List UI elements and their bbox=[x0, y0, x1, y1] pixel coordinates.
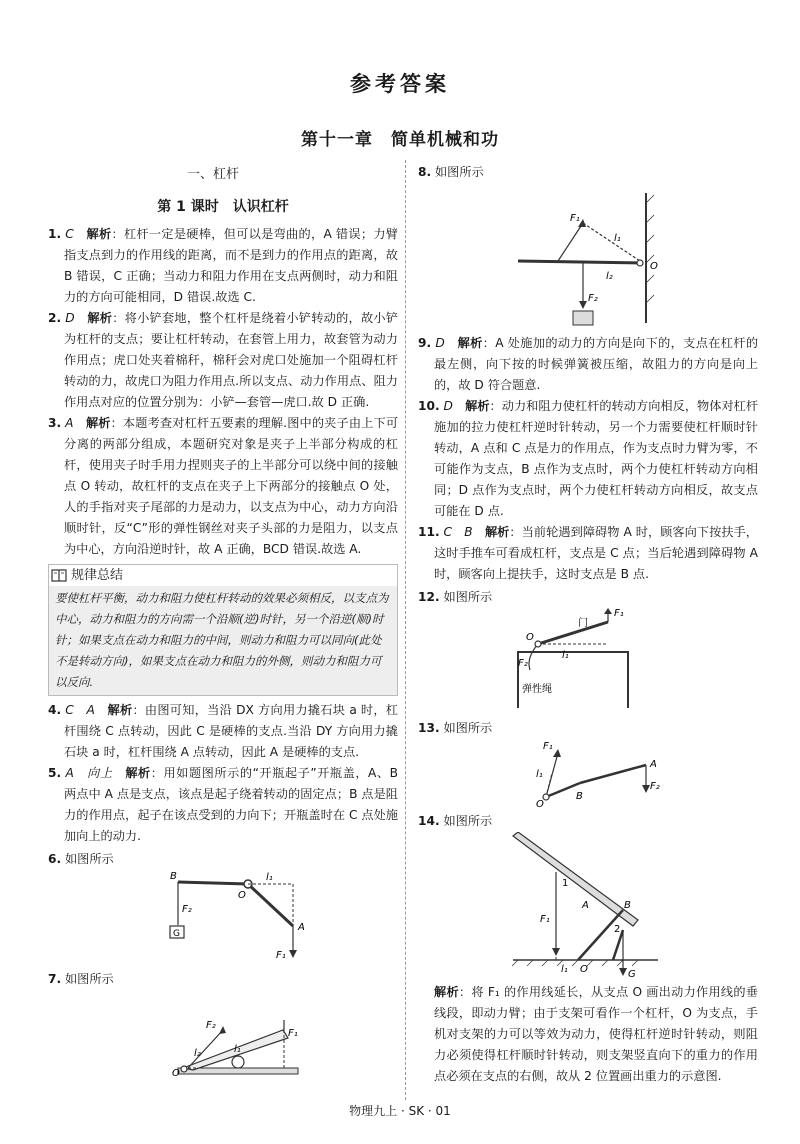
label-F1: F₁ bbox=[570, 213, 580, 224]
figure-12-lever-diagram bbox=[418, 608, 758, 716]
label-rope: 弹性绳 bbox=[522, 684, 552, 695]
label-O: O bbox=[238, 890, 246, 901]
figure-6-lever-diagram bbox=[48, 870, 398, 965]
label-F2: F₂ bbox=[650, 781, 660, 792]
page-footer: 物理九上 · SK · 01 bbox=[349, 1104, 451, 1118]
summary-box bbox=[48, 564, 398, 696]
label-F2: F₂ bbox=[206, 1020, 216, 1031]
summary-title: 规律总结 bbox=[49, 565, 397, 586]
label-door: 门 bbox=[578, 618, 588, 629]
label-A: A bbox=[582, 900, 589, 911]
lesson-heading: 第 1 课时 认识杠杆 bbox=[157, 199, 289, 215]
label-G: G bbox=[173, 929, 180, 939]
label-F2: F₂ bbox=[588, 293, 598, 304]
answer-item-1: 1. C 解析：杠杆一定是硬棒，但可以是弯曲的，A 错误；力臂指支点到力的作用线的距离，而不是到力的作用点的距离，故 B 错误，C 正确；当动力和阻力作用在支点两侧时，动力和阻力的方向可能相同，D 错误.故选 C. bbox=[48, 227, 398, 304]
book-icon bbox=[51, 569, 67, 582]
figure-8-lever-diagram bbox=[418, 183, 758, 333]
answer-item-2: 2. D 解析：将小铲套地，整个杠杆是绕着小铲转动的，故小铲为杠杆的支点；要让杠杆转动，在套管上用力，故套管为动力作用点；虎口处夹着棉秆，棉秆会对虎口处施加一个阻碍杠杆转动的力，故虎口为阻力作用点.所以支点、动力作用点、阻力作用点对应的位置分别为：小铲—套管—虎口.故 D 正确. bbox=[48, 311, 399, 409]
label-l2: l₂ bbox=[194, 1048, 201, 1059]
label-l1: l₁ bbox=[234, 1044, 241, 1055]
label-n2: 2 bbox=[614, 924, 621, 935]
label-l1: l₁ bbox=[614, 233, 621, 244]
right-column bbox=[418, 160, 758, 1087]
label-B: B bbox=[576, 791, 583, 802]
label-F2: F₂ bbox=[518, 658, 528, 669]
figure-13-lever-diagram bbox=[418, 739, 758, 809]
label-F1: F₁ bbox=[288, 1028, 298, 1039]
label-F1: F₁ bbox=[540, 914, 550, 925]
label-F2: F₂ bbox=[182, 904, 192, 915]
figure-7-lever-diagram bbox=[48, 990, 398, 1090]
answer-item-14: 14. 如图所示 bbox=[418, 814, 493, 828]
label-O: O bbox=[172, 1068, 180, 1079]
answer-item-9: 9. D 解析：A 处施加的动力的方向是向下的，支点在杠杆的最左侧，向下按的时候弹簧被压缩，故阻力的方向是向上的，故 D 符合题意. bbox=[418, 336, 759, 392]
answer-item-4: 4. C A 解析：由图可知，当沿 DX 方向用力撬石块 a 时，杠杆围绕 C 点转动，因此 C 是硬棒的支点.当沿 DY 方向用力撬石块 a 时，杠杆围绕 A 点转动，因此 A 是硬棒的支点. bbox=[48, 703, 399, 759]
answer-item-8: 8. 如图所示 bbox=[418, 165, 484, 179]
summary-body: 要使杠杆平衡，动力和阻力使杠杆转动的效果必须相反，以支点为中心，动力和阻力的方向需一个沿顺(逆)时针，另一个沿逆(顺)时针；如果支点在动力和阻力的中间，则动力和阻力可以同向(此处不是转动方向)，如果支点在动力和阻力的外侧，则动力和阻力可以反向. bbox=[55, 591, 389, 689]
label-l1: l₁ bbox=[561, 964, 568, 975]
label-l1: l₁ bbox=[536, 769, 543, 780]
label-B: B bbox=[170, 871, 177, 882]
label-B: B bbox=[624, 900, 631, 911]
chapter-title: 第十一章 简单机械和功 bbox=[301, 130, 499, 150]
answer-item-11: 11. C B 解析：当前轮遇到障碍物 A 时，顾客向下按扶手，这时手推车可看成杠杆，支点是 C 点；当后轮遇到障碍物 A 时，顾客向上提扶手，这时支点是 B 点. bbox=[418, 525, 758, 581]
column-divider bbox=[405, 160, 406, 1100]
answer-item-12: 12. 如图所示 bbox=[418, 590, 493, 604]
label-O: O bbox=[580, 964, 588, 975]
label-O: O bbox=[536, 799, 544, 809]
answer-item-3: 3. A 解析：本题考查对杠杆五要素的理解.图中的夹子由上下可分离的两部分组成，本题研究对象是夹子上半部分构成的杠杆，使用夹子时手用力捏则夹子的上半部分可以绕中间的接触点 O 转动，故杠杆的支点在夹子上下两部分的接触点 O 处，人的手指对夹子尾部的力是动力，以支点为中心，动力方向沿顺时针，反“C”形的弹性钢丝对夹子头部的力是阻力，以支点为中心，方向沿逆时针，故 A 正确，BCD 错误.故选 A. bbox=[48, 416, 399, 556]
label-F1: F₁ bbox=[543, 741, 553, 752]
label-F1: F₁ bbox=[276, 950, 286, 961]
label-G: G bbox=[628, 969, 636, 980]
answer-item-14-explanation: 解析：将 F₁ 的作用线延长，从支点 O 画出动力作用线的垂线段，即动力臂；由于支架可看作一个杠杆，O 为支点，手机对支架的力可以等效为动力，使得杠杆逆时针转动，则阻力必须使得杠杆顺时针转动，则支架竖直向下的重力的作用点必须在支点的右侧，故从 2 位置画出重力的示意图. bbox=[434, 985, 758, 1083]
label-F1: F₁ bbox=[614, 608, 624, 619]
label-n1: 1 bbox=[562, 878, 569, 889]
label-A: A bbox=[650, 759, 657, 770]
label-O: O bbox=[650, 261, 658, 272]
answer-item-10: 10. D 解析：动力和阻力使杠杆的转动方向相反，物体对杠杆施加的拉力使杠杆逆时针转动，另一个力需要使杠杆顺时针转动，A 点和 C 点是力的作用点，作为支点时力臂为零，不可能作为支点，B 点作为支点时，两个力使杠杆转动方向相同；D 点作为支点时，两个力使杠杆转动方向相反，故支点可能在 D 点. bbox=[418, 399, 759, 518]
page-title: 参考答案 bbox=[350, 71, 450, 96]
label-l1: l₁ bbox=[266, 872, 273, 883]
left-column bbox=[48, 160, 398, 1090]
label-A: A bbox=[298, 922, 305, 933]
answer-item-13: 13. 如图所示 bbox=[418, 721, 493, 735]
answer-item-6: 6. 如图所示 bbox=[48, 852, 114, 866]
figure-14-lever-diagram bbox=[418, 832, 758, 982]
answer-item-5: 5. A 向上 解析：用如题图所示的“开瓶起子”开瓶盖，A、B 两点中 A 点是支点，该点是起子绕着转动的固定点；B 点是阻力的作用点，起子在该点受到的力向下；开瓶盖时在 C 点处施加向上的动力. bbox=[48, 766, 399, 843]
label-O: O bbox=[526, 632, 534, 643]
label-l2: l₂ bbox=[606, 271, 613, 282]
section-heading: 一、杠杆 bbox=[186, 167, 239, 182]
label-l1: l₁ bbox=[562, 650, 569, 661]
answer-item-7: 7. 如图所示 bbox=[48, 972, 114, 986]
